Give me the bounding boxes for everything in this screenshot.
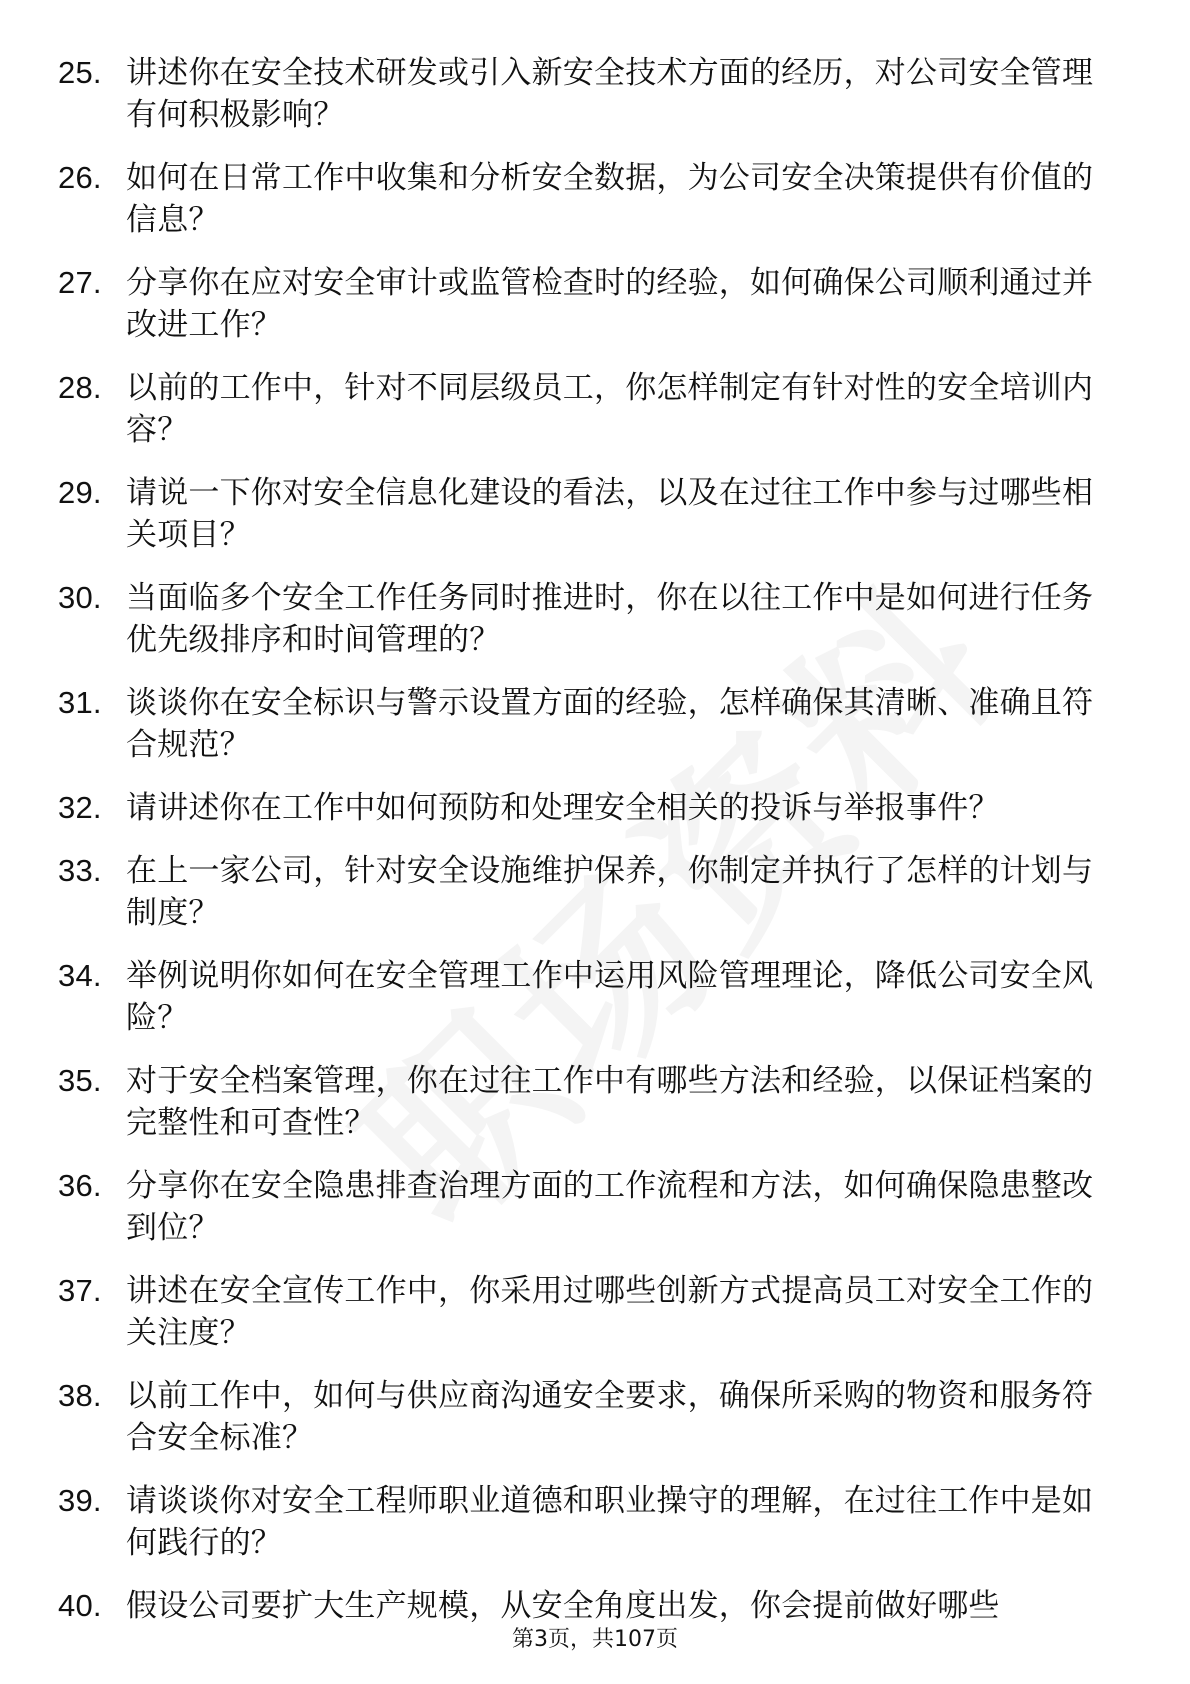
list-item [58,157,1118,241]
question-number: 36. [58,1168,102,1203]
question-number: 34. [58,958,102,993]
question-number: 25. [58,55,102,90]
list-item [58,1060,1118,1144]
question-number: 35. [58,1063,102,1098]
question-text: 谈谈你在安全标识与警示设置方面的经验，怎样确保其清晰、准确且符合规范？ [126,685,1094,763]
question-text: 分享你在应对安全审计或监管检查时的经验，如何确保公司顺利通过并改进工作？ [126,265,1094,343]
question-text: 请讲述你在工作中如何预防和处理安全相关的投诉与举报事件？ [126,790,1000,826]
question-text: 如何在日常工作中收集和分析安全数据，为公司安全决策提供有价值的信息？ [126,160,1094,238]
list-item [58,1375,1118,1459]
list-item [58,1165,1118,1249]
question-number: 26. [58,160,102,195]
question-number: 40. [58,1588,102,1623]
question-text: 以前工作中，如何与供应商沟通安全要求，确保所采购的物资和服务符合安全标准？ [126,1378,1094,1456]
question-number: 33. [58,853,102,888]
question-text: 对于安全档案管理，你在过往工作中有哪些方法和经验，以保证档案的完整性和可查性？ [126,1063,1094,1141]
page-number-label: 第3页，共107页 [512,1627,678,1652]
question-text: 讲述你在安全技术研发或引入新安全技术方面的经历，对公司安全管理有何积极影响？ [126,55,1094,133]
question-text: 在上一家公司，针对安全设施维护保养，你制定并执行了怎样的计划与制度？ [126,853,1094,931]
question-text: 以前的工作中，针对不同层级员工，你怎样制定有针对性的安全培训内容？ [126,370,1094,448]
question-number: 38. [58,1378,102,1413]
list-item [58,1585,1118,1627]
question-text: 请说一下你对安全信息化建设的看法，以及在过往工作中参与过哪些相关项目？ [126,475,1094,553]
list-item [58,850,1118,934]
question-number: 29. [58,475,102,510]
page-footer [0,1622,1190,1653]
question-number: 28. [58,370,102,405]
question-text: 举例说明你如何在安全管理工作中运用风险管理理论，降低公司安全风险？ [126,958,1094,1036]
list-item [58,472,1118,556]
list-item [58,1270,1118,1354]
list-item [58,262,1118,346]
question-text: 当面临多个安全工作任务同时推进时，你在以往工作中是如何进行任务优先级排序和时间管理的？ [126,580,1094,658]
question-text: 分享你在安全隐患排查治理方面的工作流程和方法，如何确保隐患整改到位？ [126,1168,1094,1246]
list-item [58,367,1118,451]
question-number: 32. [58,790,102,825]
list-item [58,577,1118,661]
list-item [58,787,1118,829]
list-item [58,52,1118,136]
question-text: 讲述在安全宣传工作中，你采用过哪些创新方式提高员工对安全工作的关注度？ [126,1273,1094,1351]
list-item [58,682,1118,766]
question-number: 37. [58,1273,102,1308]
question-number: 31. [58,685,102,720]
question-text: 假设公司要扩大生产规模，从安全角度出发，你会提前做好哪些 [126,1588,1000,1624]
question-text: 请谈谈你对安全工程师职业道德和职业操守的理解，在过往工作中是如何践行的？ [126,1483,1094,1561]
question-number: 39. [58,1483,102,1518]
question-number: 27. [58,265,102,300]
question-list [58,52,1118,1648]
question-number: 30. [58,580,102,615]
list-item [58,955,1118,1039]
list-item [58,1480,1118,1564]
